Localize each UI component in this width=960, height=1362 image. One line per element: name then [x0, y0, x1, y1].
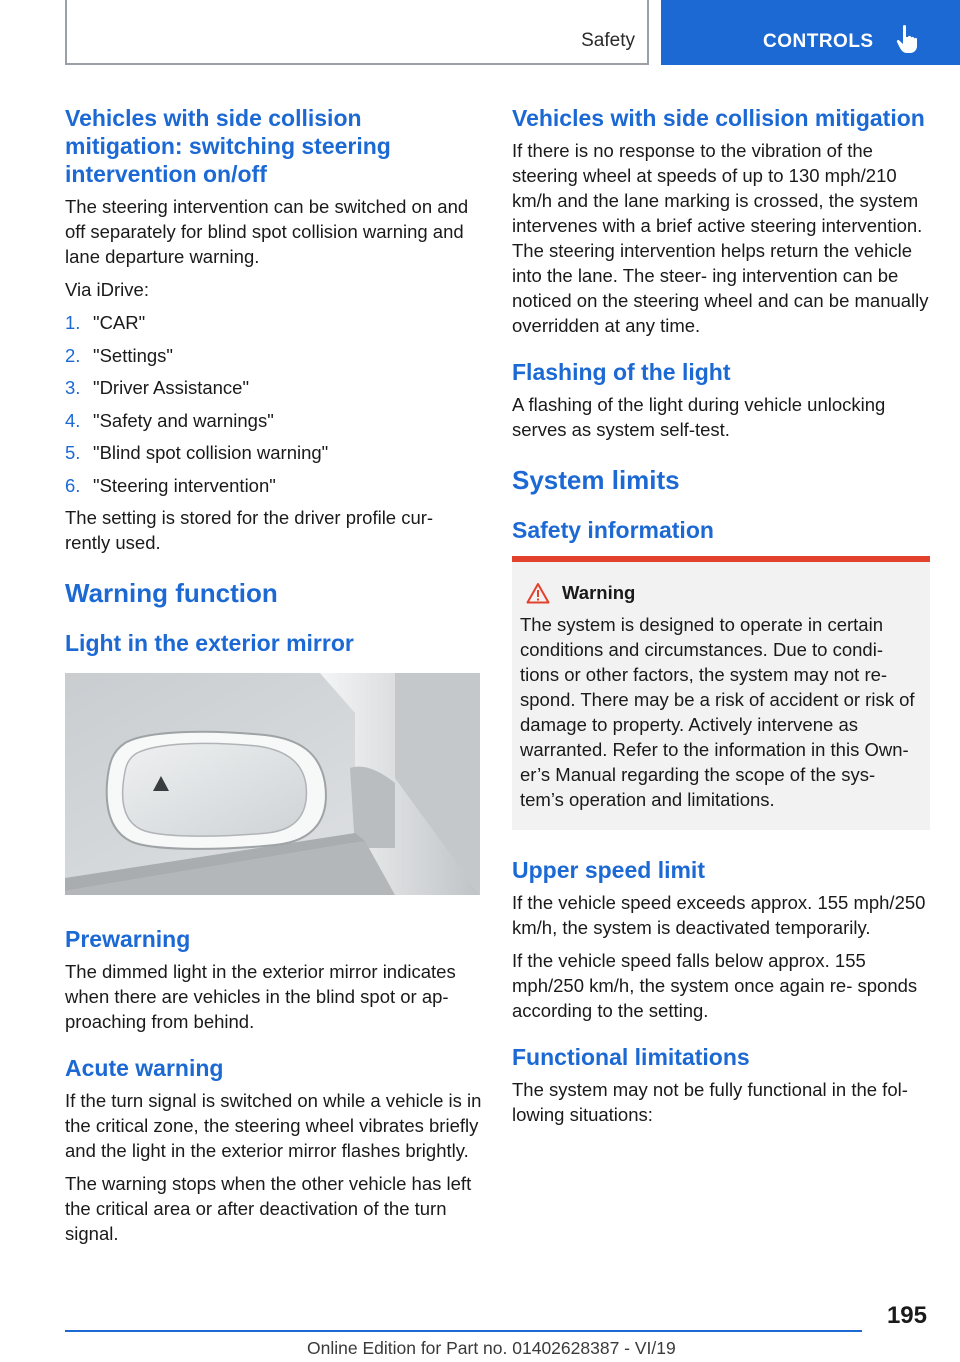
list-item: 5. "Blind spot collision warning"	[65, 442, 329, 463]
heading-functional-limitations: Functional limitations	[512, 1044, 750, 1070]
heading-flashing-light: Flashing of the light	[512, 359, 731, 385]
paragraph-switching: The steering intervention can be switched on and off separately for blind spot collision warning and lane departure warning.	[65, 196, 469, 267]
heading-upper-speed-limit: Upper speed limit	[512, 857, 705, 883]
paragraph-acute-warning-2: The warning stops when the other vehicle has left the critical area or after deactivation of the turn signal.	[65, 1173, 472, 1244]
list-item: 4. "Safety and warnings"	[65, 409, 274, 431]
header-chapter-label: CONTROLS	[763, 31, 874, 52]
footer-divider	[65, 1330, 862, 1332]
paragraph-prewarning: The dimmed light in the exterior mirror indicates when there are vehicles in the blind spot or ap‐ proaching from behind.	[65, 961, 456, 1032]
heading-prewarning: Prewarning	[65, 926, 191, 952]
header-chapter-tab[interactable]	[661, 0, 960, 65]
list-item: 2. "Settings"	[65, 344, 173, 366]
heading-warning-function: Warning function	[65, 578, 278, 608]
paragraph-via-idrive: Via iDrive:	[65, 279, 149, 300]
heading-side-collision: Vehicles with side collision mitigation	[512, 105, 925, 131]
paragraph-setting-stored: The setting is stored for the driver profile cur‐ rently used.	[65, 507, 434, 553]
paragraph-upper-speed-1: If the vehicle speed exceeds approx. 155 mph/250 km/h, the system is deactivated temporarily.	[512, 892, 926, 938]
warning-box	[512, 556, 930, 830]
paragraph-acute-warning-1: If the turn signal is switched on while a vehicle is in the critical zone, the steering wheel vibrates briefly and the light in the exterior mirror flashes brightly.	[65, 1090, 482, 1161]
pointing-hand-icon	[895, 24, 921, 54]
right-column	[512, 104, 930, 1135]
warning-triangle-icon	[526, 582, 550, 604]
page-number: 195	[886, 1302, 927, 1329]
heading-safety-information: Safety information	[512, 517, 714, 543]
header-section-title: Safety	[581, 30, 635, 51]
list-item: 1. "CAR"	[65, 312, 146, 333]
footer-edition: Online Edition for Part no. 01402628387 - VI/19	[307, 1338, 676, 1358]
warning-header	[520, 582, 922, 604]
list-item: 3. "Driver Assistance"	[65, 377, 250, 398]
left-column	[65, 104, 483, 1254]
idrive-steps-list	[65, 310, 483, 498]
warning-text: The system is designed to operate in certain conditions and circumstances. Due to condi‐ tions or other factors, the system may not re‐ spond. There may be a risk of accident or risk of damage to property. Actively intervene as warranted. Refer to the information in this Own‐ er’s Manual regarding the scope of the sys‐ tem’s operation and limitations.	[520, 614, 915, 810]
exterior-mirror-illustration	[65, 673, 480, 895]
list-item: 6. "Steering intervention"	[65, 474, 276, 496]
header-section-box	[65, 0, 649, 65]
heading-acute-warning: Acute warning	[65, 1055, 224, 1081]
paragraph-functional-limitations: The system may not be fully functional in the fol‐ lowing situations:	[512, 1079, 908, 1125]
heading-light-exterior-mirror: Light in the exterior mirror	[65, 630, 354, 656]
paragraph-flashing-light: A flashing of the light during vehicle unlocking serves as system self-test.	[512, 394, 886, 440]
paragraph-upper-speed-2: If the vehicle speed falls below approx. 155 mph/250 km/h, the system once again re‐ sponds according to the setting.	[512, 950, 918, 1021]
heading-system-limits: System limits	[512, 465, 680, 495]
heading-switching-intervention: Vehicles with side collision mitigation: switching steering intervention on/off	[65, 105, 391, 187]
warning-title: Warning	[562, 582, 636, 603]
paragraph-side-collision: If there is no response to the vibration of the steering wheel at speeds of up to 130 mph/210 km/h and the lane marking is crossed, the system intervenes with a brief active steering intervention. The steering intervention helps return the vehicle into the lane. The steer‐ ing intervention can be noticed on the steering wheel and can be manually overridden at any time.	[512, 140, 929, 336]
